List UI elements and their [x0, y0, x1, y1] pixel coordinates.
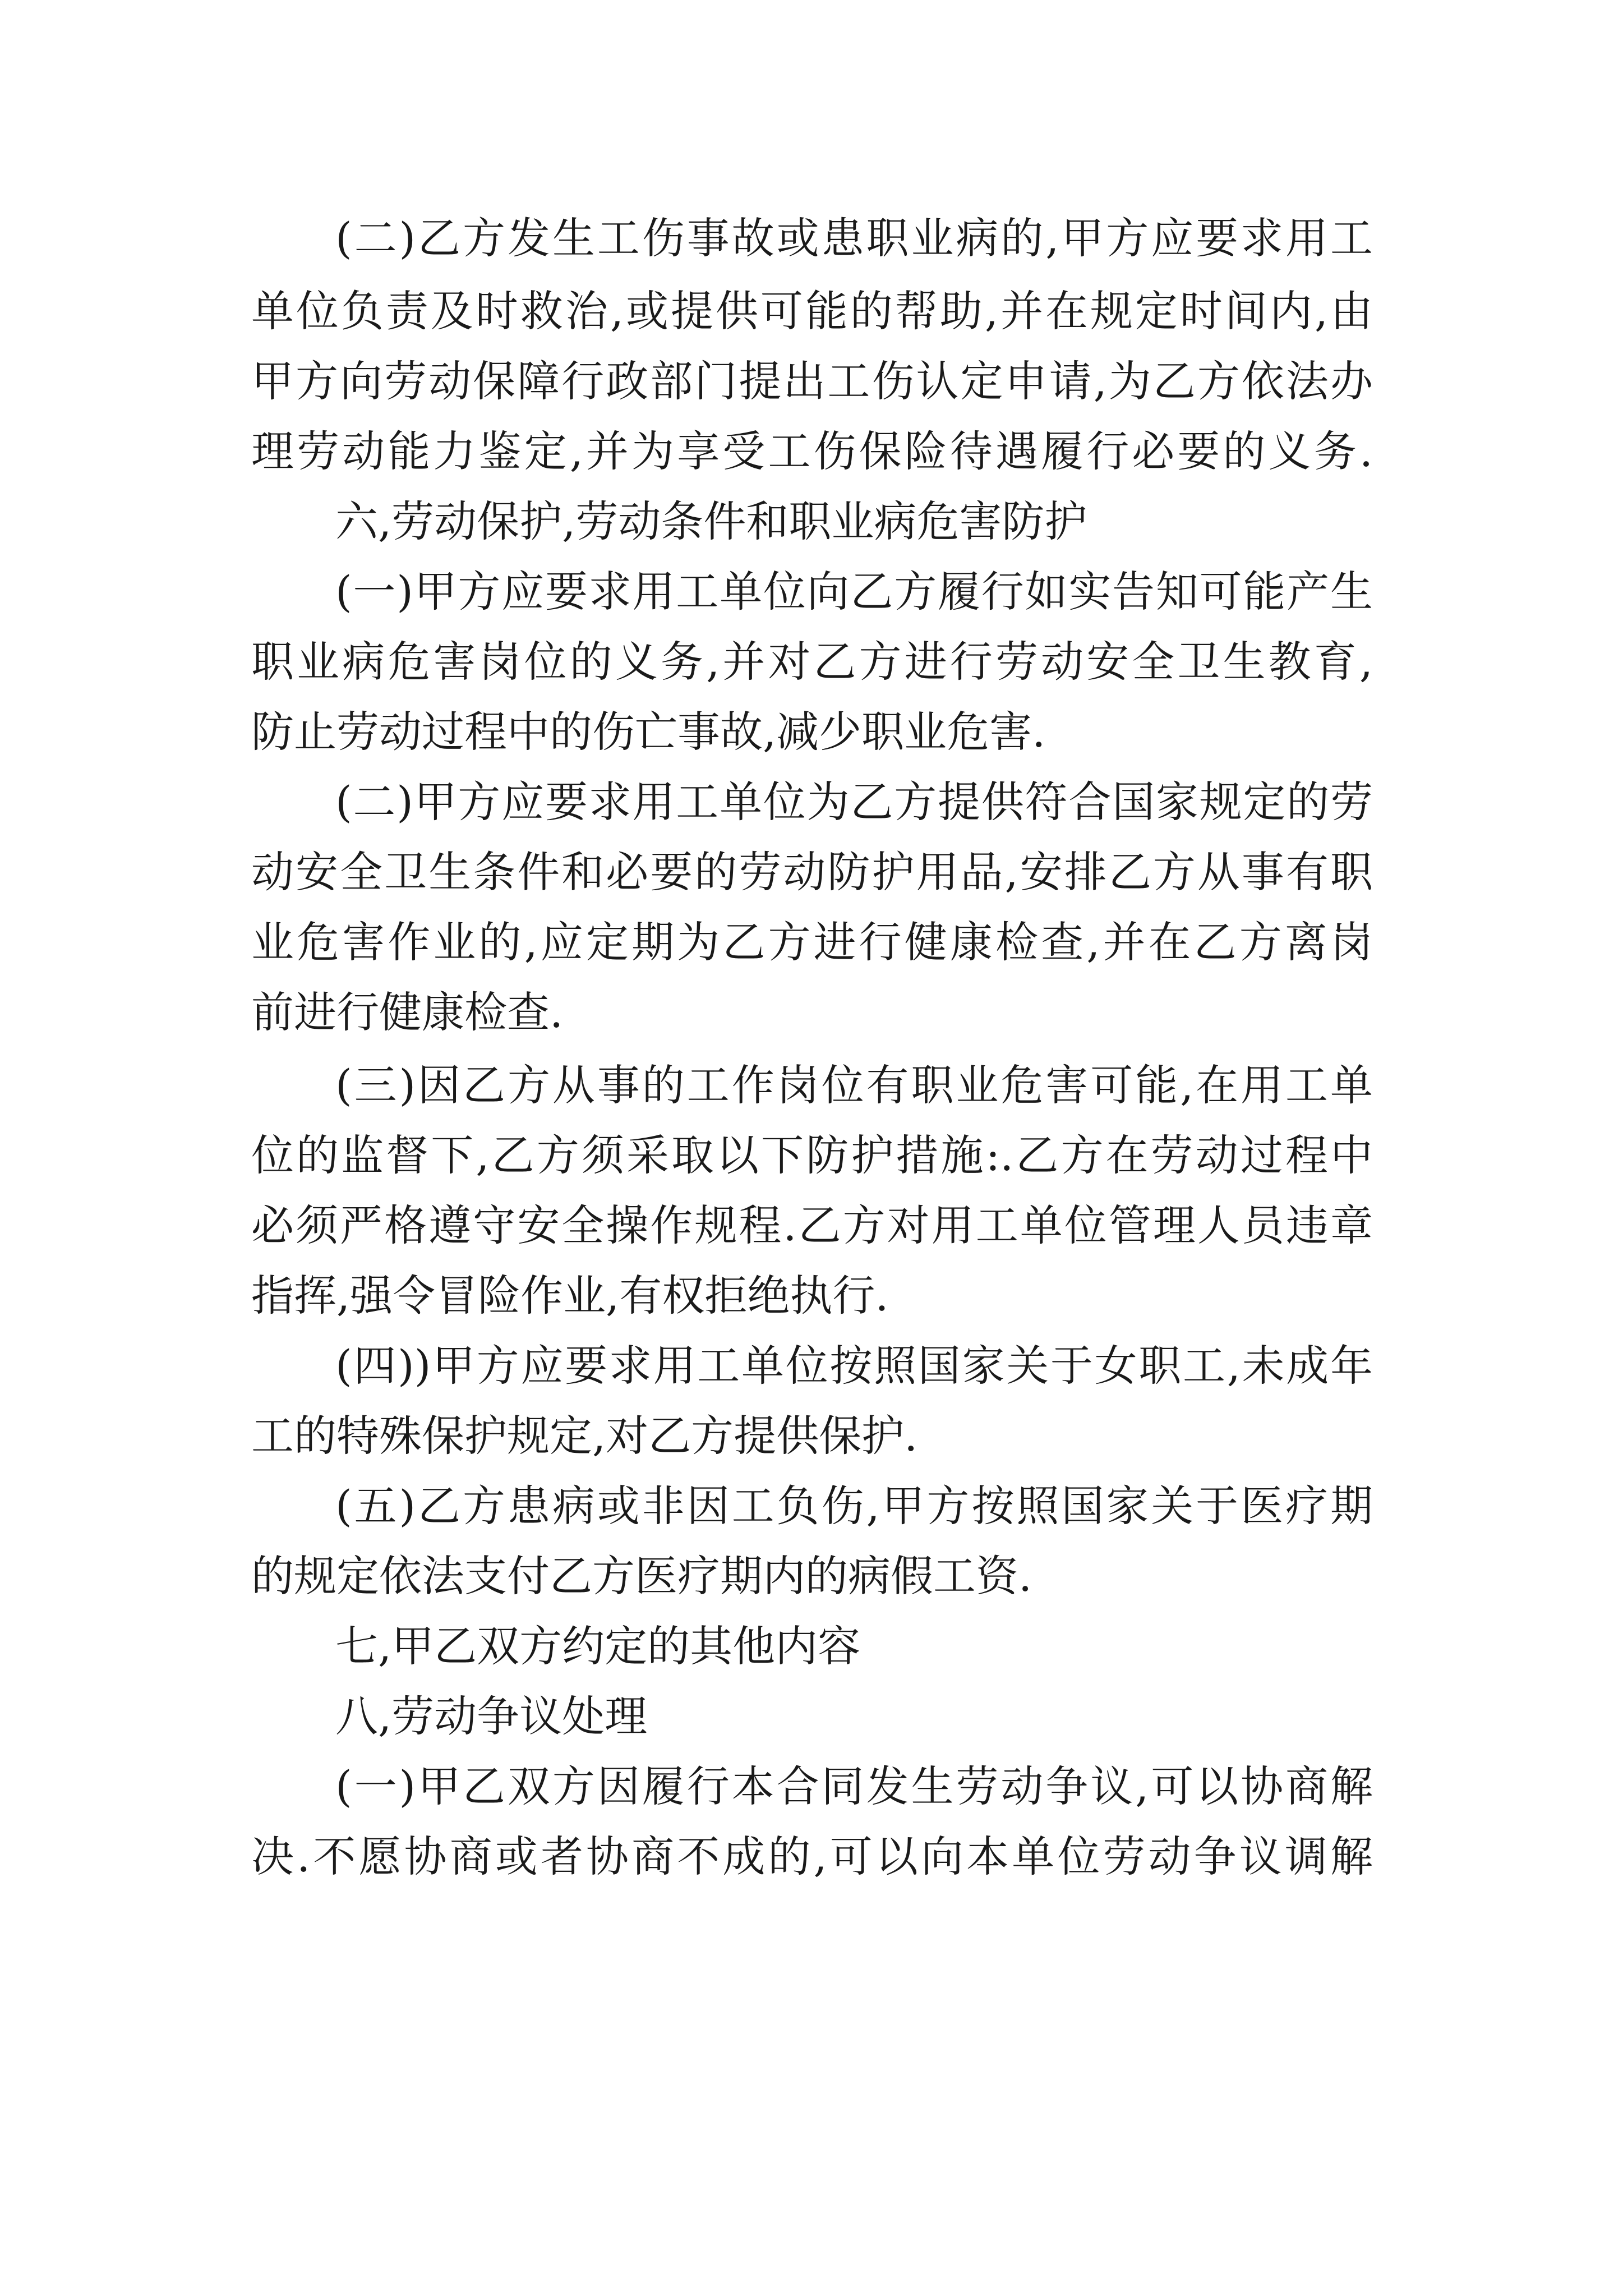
text-line: 工的特殊保护规定,对乙方提供保护.	[251, 1411, 918, 1461]
text-line: 防止劳动过程中的伤亡事故,减少职业危害.	[251, 707, 1046, 757]
text-line: 甲方向劳动保障行政部门提出工伤认定申请,为乙方依法办	[251, 356, 1373, 406]
text-line: 的规定依法支付乙方医疗期内的病假工资.	[251, 1551, 1032, 1601]
text-line: 单位负责及时救治,或提供可能的帮助,并在规定时间内,由	[251, 286, 1373, 336]
text-line: (四))甲方应要求用工单位按照国家关于女职工,未成年	[335, 1341, 1373, 1391]
text-line: 决.不愿协商或者协商不成的,可以向本单位劳动争议调解	[251, 1832, 1373, 1881]
text-line: 理劳动能力鉴定,并为享受工伤保险待遇履行必要的义务.	[251, 426, 1373, 476]
text-line: 业危害作业的,应定期为乙方进行健康检查,并在乙方离岗	[251, 917, 1373, 967]
section-heading: 七,甲乙双方约定的其他内容	[335, 1621, 861, 1671]
text-line: (二)乙方发生工伤事故或患职业病的,甲方应要求用工	[335, 213, 1373, 263]
text-line: 指挥,强令冒险作业,有权拒绝执行.	[251, 1271, 889, 1320]
text-line: 动安全卫生条件和必要的劳动防护用品,安排乙方从事有职	[251, 847, 1373, 897]
text-line: 前进行健康检查.	[251, 987, 564, 1037]
text-line: (一)甲方应要求用工单位向乙方履行如实告知可能产生	[335, 567, 1373, 616]
text-line: 职业病危害岗位的义务,并对乙方进行劳动安全卫生教育,	[251, 637, 1373, 687]
section-heading: 六,劳动保护,劳动条件和职业病危害防护	[335, 496, 1087, 546]
text-line: 位的监督下,乙方须采取以下防护措施:.乙方在劳动过程中	[251, 1130, 1373, 1180]
text-line: 必须严格遵守安全操作规程.乙方对用工单位管理人员违章	[251, 1200, 1373, 1250]
text-line: (二)甲方应要求用工单位为乙方提供符合国家规定的劳	[335, 777, 1373, 827]
text-line: (五)乙方患病或非因工负伤,甲方按照国家关于医疗期	[335, 1481, 1373, 1531]
text-line: (一)甲乙双方因履行本合同发生劳动争议,可以协商解	[335, 1761, 1373, 1811]
section-heading: 八,劳动争议处理	[335, 1691, 648, 1741]
text-line: (三)因乙方从事的工作岗位有职业危害可能,在用工单	[335, 1060, 1373, 1110]
